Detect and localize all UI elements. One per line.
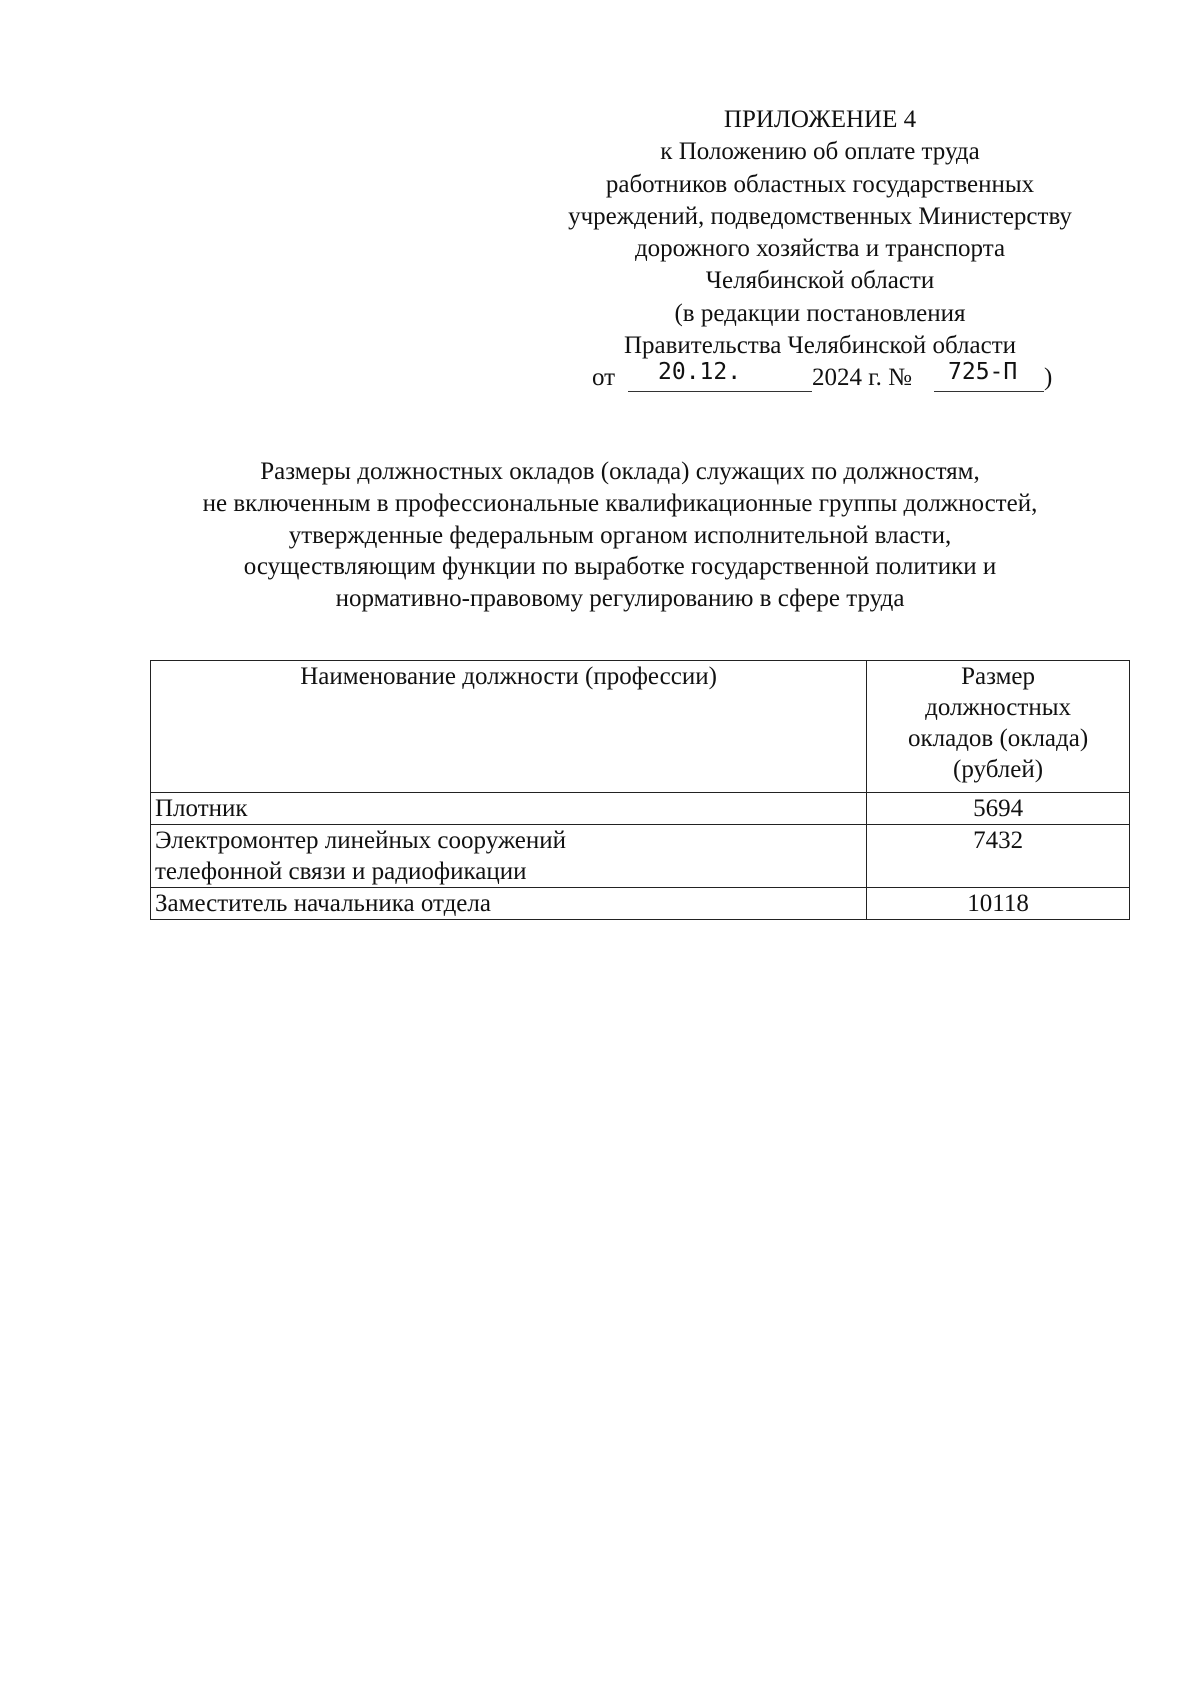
appendix-line: (в редакции постановления bbox=[674, 299, 966, 327]
heading-line: нормативно-правовому регулированию в сфере труда bbox=[335, 585, 905, 613]
heading-line: утвержденные федеральным органом исполнительной власти, bbox=[288, 521, 952, 549]
salary-value: 5694 bbox=[867, 793, 1130, 825]
date-underline bbox=[628, 391, 812, 392]
appendix-line: дорожного хозяйства и транспорта bbox=[634, 235, 1006, 263]
appendix-title: ПРИЛОЖЕНИЕ 4 bbox=[723, 106, 917, 133]
position-name-cell bbox=[151, 888, 867, 920]
heading-line: осуществляющим функции по выработке государственной политики и bbox=[243, 553, 997, 581]
date-prefix: от bbox=[592, 364, 616, 392]
position-name: телефонной связи и радиофикации bbox=[155, 858, 527, 885]
appendix-line: Челябинской области bbox=[705, 267, 935, 295]
table-row bbox=[151, 825, 1130, 888]
appendix-line: работников областных государственных bbox=[605, 170, 1035, 198]
resolution-number: 725-П bbox=[948, 359, 1018, 386]
position-name-cell bbox=[151, 793, 867, 825]
position-name: Электромонтер линейных сооружений bbox=[155, 827, 567, 854]
header-size-line: должностных bbox=[925, 694, 1071, 721]
table-row bbox=[151, 793, 1130, 825]
salary-value: 10118 bbox=[867, 888, 1130, 920]
position-name: Заместитель начальника отдела bbox=[155, 890, 491, 917]
salary-value: 7432 bbox=[867, 825, 1130, 888]
resolution-date: 20.12. bbox=[658, 359, 742, 386]
table-header-row bbox=[151, 661, 1130, 793]
header-size-line: Размер bbox=[961, 663, 1036, 690]
header-size-line: окладов (оклада) bbox=[907, 725, 1089, 752]
resolution-date-line bbox=[500, 359, 1140, 394]
year-number-label: 2024 г. № bbox=[812, 364, 913, 392]
appendix-line: учреждений, подведомственных Министерству bbox=[568, 202, 1072, 230]
heading-line: не включенным в профессиональные квалификационные группы должностей, bbox=[202, 489, 1038, 517]
closing-paren: ) bbox=[1044, 364, 1053, 392]
header-size-line: (рублей) bbox=[953, 756, 1044, 783]
table-row bbox=[151, 888, 1130, 920]
appendix-line: к Положению об оплате труда bbox=[660, 138, 980, 166]
salary-table bbox=[150, 660, 1130, 920]
position-name: Плотник bbox=[155, 795, 248, 822]
appendix-block bbox=[500, 104, 1140, 394]
document-heading bbox=[130, 456, 1110, 615]
number-underline bbox=[934, 391, 1044, 392]
heading-line: Размеры должностных окладов (оклада) служащих по должностям, bbox=[260, 458, 980, 485]
appendix-line: Правительства Челябинской области bbox=[623, 332, 1017, 360]
header-salary-size bbox=[867, 661, 1130, 793]
position-name-cell bbox=[151, 825, 867, 888]
header-position-name: Наименование должности (профессии) bbox=[151, 661, 867, 793]
